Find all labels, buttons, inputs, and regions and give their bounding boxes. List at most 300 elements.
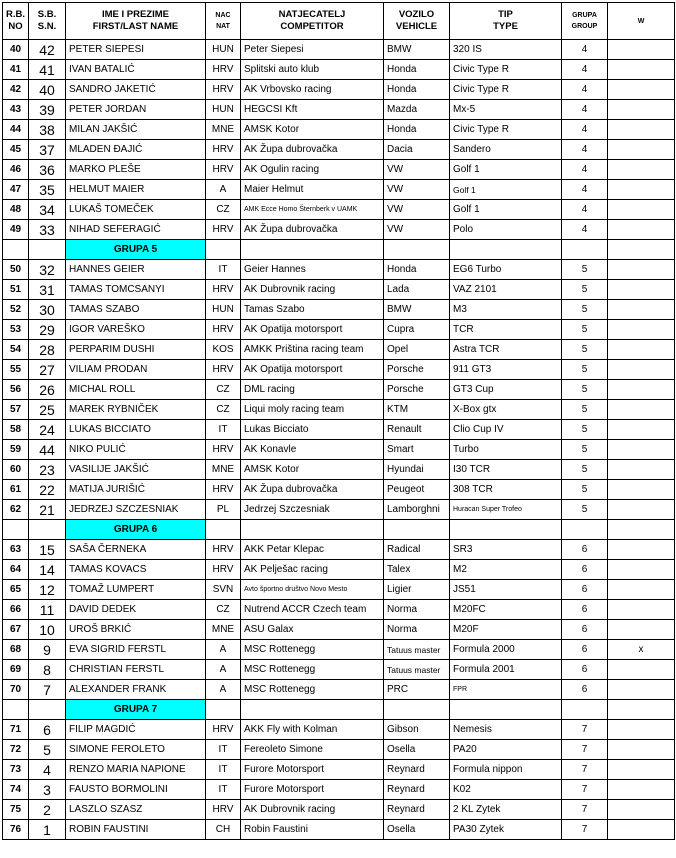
type-cell: Sandero [450,140,562,160]
w-cell: x [608,640,675,660]
competitor-cell: Maier Helmut [241,180,384,200]
type-cell: Civic Type R [450,80,562,100]
group-label: GRUPA 7 [66,700,206,720]
driver-name-cell: NIHAD SEFERAGIĆ [66,220,206,240]
group-cell: 4 [562,100,608,120]
competitor-cell: MSC Rottenegg [241,680,384,700]
start-order-cell: 60 [3,460,29,480]
start-order-cell: 44 [3,120,29,140]
nationality-cell: MNE [206,620,241,640]
header-row [3,3,675,40]
w-cell [608,420,675,440]
vehicle-cell: Honda [384,80,450,100]
driver-name-cell: LASZLO SZASZ [66,800,206,820]
start-order-cell: 57 [3,400,29,420]
competitor-cell: Splitski auto klub [241,60,384,80]
entry-list-table [2,2,675,840]
start-order-cell: 48 [3,200,29,220]
table-row [3,400,675,420]
start-number-cell: 26 [29,380,66,400]
type-cell: 2 KL Zytek [450,800,562,820]
nationality-cell: A [206,680,241,700]
table-row [3,780,675,800]
group-spacer [3,700,29,720]
driver-name-cell: TAMAS SZABO [66,300,206,320]
nationality-cell: HRV [206,60,241,80]
type-cell: Formula nippon [450,760,562,780]
type-cell: PA30 Zytek [450,820,562,840]
vehicle-cell: Norma [384,620,450,640]
start-order-cell: 62 [3,500,29,520]
competitor-cell: MSC Rottenegg [241,660,384,680]
driver-name-cell: VASILIJE JAKŠIĆ [66,460,206,480]
type-cell: X-Box gtx [450,400,562,420]
nationality-cell: HRV [206,140,241,160]
competitor-cell: AKK Fly with Kolman [241,720,384,740]
competitor-cell: ASU Galax [241,620,384,640]
start-order-cell: 56 [3,380,29,400]
nationality-cell: CZ [206,380,241,400]
table-row [3,140,675,160]
driver-name-cell: HELMUT MAIER [66,180,206,200]
vehicle-cell: Honda [384,60,450,80]
w-cell [608,340,675,360]
table-row [3,720,675,740]
type-cell: 308 TCR [450,480,562,500]
w-cell [608,160,675,180]
w-cell [608,60,675,80]
nationality-cell: MNE [206,120,241,140]
group-cell: 7 [562,780,608,800]
w-cell [608,540,675,560]
type-cell: Formula 2000 [450,640,562,660]
driver-name-cell: MARKO PLEŠE [66,160,206,180]
group-cell: 5 [562,400,608,420]
table-row [3,600,675,620]
start-order-cell: 49 [3,220,29,240]
type-cell: Huracan Super Trofeo [450,500,562,520]
start-number-cell: 38 [29,120,66,140]
start-order-cell: 61 [3,480,29,500]
group-spacer [608,240,675,260]
type-cell: K02 [450,780,562,800]
driver-name-cell: SIMONE FEROLETO [66,740,206,760]
group-spacer [384,240,450,260]
driver-name-cell: EVA SIGRID FERSTL [66,640,206,660]
start-number-cell: 30 [29,300,66,320]
header-competitor: NATJECATELJ COMPETITOR [241,3,384,40]
table-row [3,680,675,700]
type-cell: Civic Type R [450,60,562,80]
vehicle-cell: Norma [384,600,450,620]
start-number-cell: 40 [29,80,66,100]
w-cell [608,460,675,480]
driver-name-cell: IVAN BATALIĆ [66,60,206,80]
type-cell: VAZ 2101 [450,280,562,300]
nationality-cell: HRV [206,560,241,580]
competitor-cell: AK Opatija motorsport [241,360,384,380]
start-order-cell: 54 [3,340,29,360]
vehicle-cell: Reynard [384,760,450,780]
competitor-cell: AK Župa dubrovačka [241,220,384,240]
start-number-cell: 2 [29,800,66,820]
group-spacer [241,520,384,540]
start-number-cell: 21 [29,500,66,520]
vehicle-cell: Tatuus master [384,660,450,680]
start-number-cell: 24 [29,420,66,440]
vehicle-cell: Honda [384,120,450,140]
nationality-cell: MNE [206,460,241,480]
start-order-cell: 64 [3,560,29,580]
competitor-cell: AK Konavle [241,440,384,460]
start-order-cell: 51 [3,280,29,300]
group-cell: 5 [562,440,608,460]
nationality-cell: HUN [206,100,241,120]
start-number-cell: 5 [29,740,66,760]
table-row [3,40,675,60]
start-number-cell: 1 [29,820,66,840]
type-cell: M20FC [450,600,562,620]
vehicle-cell: Peugeot [384,480,450,500]
start-number-cell: 33 [29,220,66,240]
table-row [3,100,675,120]
type-cell: Mx-5 [450,100,562,120]
nationality-cell: HRV [206,80,241,100]
nationality-cell: HRV [206,480,241,500]
group-cell: 5 [562,480,608,500]
vehicle-cell: VW [384,160,450,180]
table-body [3,40,675,840]
group-cell: 4 [562,60,608,80]
start-order-cell: 45 [3,140,29,160]
table-row [3,460,675,480]
group-spacer [384,520,450,540]
table-row [3,340,675,360]
start-number-cell: 39 [29,100,66,120]
nationality-cell: CH [206,820,241,840]
table-row [3,580,675,600]
start-number-cell: 42 [29,40,66,60]
competitor-cell: Geier Hannes [241,260,384,280]
start-order-cell: 75 [3,800,29,820]
table-row [3,660,675,680]
driver-name-cell: NIKO PULIĆ [66,440,206,460]
start-number-cell: 28 [29,340,66,360]
start-number-cell: 23 [29,460,66,480]
table-row [3,280,675,300]
nationality-cell: HRV [206,440,241,460]
start-order-cell: 72 [3,740,29,760]
group-header-row [3,520,675,540]
table-row [3,640,675,660]
competitor-cell: AK Dubrovnik racing [241,800,384,820]
table-row [3,260,675,280]
w-cell [608,660,675,680]
driver-name-cell: JEDRZEJ SZCZESNIAK [66,500,206,520]
group-cell: 5 [562,320,608,340]
start-number-cell: 14 [29,560,66,580]
driver-name-cell: LUKAS BICCIATO [66,420,206,440]
competitor-cell: AK Vrbovsko racing [241,80,384,100]
type-cell: Nemesis [450,720,562,740]
vehicle-cell: Ligier [384,580,450,600]
type-cell: 911 GT3 [450,360,562,380]
header-w: W [608,3,675,40]
start-order-cell: 59 [3,440,29,460]
driver-name-cell: MILAN JAKŠIĆ [66,120,206,140]
w-cell [608,820,675,840]
start-order-cell: 74 [3,780,29,800]
table-row [3,560,675,580]
driver-name-cell: LUKAŠ TOMEČEK [66,200,206,220]
start-order-cell: 70 [3,680,29,700]
w-cell [608,360,675,380]
nationality-cell: HRV [206,540,241,560]
competitor-cell: Furore Motorsport [241,760,384,780]
competitor-cell: Tamas Szabo [241,300,384,320]
group-spacer [241,700,384,720]
group-cell: 6 [562,560,608,580]
start-number-cell: 15 [29,540,66,560]
start-number-cell: 8 [29,660,66,680]
nationality-cell: SVN [206,580,241,600]
type-cell: Civic Type R [450,120,562,140]
nationality-cell: HRV [206,160,241,180]
table-row [3,220,675,240]
table-row [3,760,675,780]
group-spacer [206,700,241,720]
group-spacer [450,520,562,540]
w-cell [608,220,675,240]
table-row [3,80,675,100]
vehicle-cell: Hyundai [384,460,450,480]
w-cell [608,680,675,700]
driver-name-cell: ALEXANDER FRANK [66,680,206,700]
w-cell [608,500,675,520]
type-cell: M20F [450,620,562,640]
table-row [3,180,675,200]
type-cell: Astra TCR [450,340,562,360]
competitor-cell: Robin Faustini [241,820,384,840]
type-cell: Golf 1 [450,180,562,200]
w-cell [608,400,675,420]
start-number-cell: 11 [29,600,66,620]
table-row [3,620,675,640]
start-order-cell: 43 [3,100,29,120]
nationality-cell: A [206,640,241,660]
group-cell: 6 [562,640,608,660]
vehicle-cell: Cupra [384,320,450,340]
group-cell: 4 [562,40,608,60]
vehicle-cell: Reynard [384,780,450,800]
w-cell [608,740,675,760]
group-spacer [29,240,66,260]
driver-name-cell: TAMAS KOVACS [66,560,206,580]
start-order-cell: 73 [3,760,29,780]
w-cell [608,720,675,740]
vehicle-cell: BMW [384,40,450,60]
competitor-cell: AK Župa dubrovačka [241,140,384,160]
type-cell: EG6 Turbo [450,260,562,280]
nationality-cell: CZ [206,200,241,220]
group-spacer [241,240,384,260]
start-number-cell: 7 [29,680,66,700]
type-cell: GT3 Cup [450,380,562,400]
table-row [3,320,675,340]
competitor-cell: AK Opatija motorsport [241,320,384,340]
start-order-cell: 46 [3,160,29,180]
nationality-cell: HRV [206,280,241,300]
group-cell: 7 [562,820,608,840]
w-cell [608,380,675,400]
driver-name-cell: SANDRO JAKETIĆ [66,80,206,100]
vehicle-cell: Radical [384,540,450,560]
start-order-cell: 58 [3,420,29,440]
competitor-cell: DML racing [241,380,384,400]
group-spacer [3,520,29,540]
type-cell: I30 TCR [450,460,562,480]
driver-name-cell: MLADEN ĐAJIĆ [66,140,206,160]
header-name: IME I PREZIME FIRST/LAST NAME [66,3,206,40]
driver-name-cell: PERPARIM DUSHI [66,340,206,360]
start-order-cell: 50 [3,260,29,280]
competitor-cell: Jedrzej Szczesniak [241,500,384,520]
start-order-cell: 69 [3,660,29,680]
group-cell: 7 [562,720,608,740]
w-cell [608,600,675,620]
group-spacer [562,700,608,720]
header-nat: NAC NAT [206,3,241,40]
nationality-cell: HRV [206,220,241,240]
competitor-cell: Lukas Bicciato [241,420,384,440]
group-spacer [3,240,29,260]
table-row [3,420,675,440]
start-number-cell: 4 [29,760,66,780]
group-spacer [450,240,562,260]
vehicle-cell: Honda [384,260,450,280]
type-cell: Turbo [450,440,562,460]
group-cell: 4 [562,180,608,200]
group-spacer [562,520,608,540]
table-row [3,500,675,520]
w-cell [608,760,675,780]
w-cell [608,800,675,820]
group-header-row [3,240,675,260]
type-cell: 320 IS [450,40,562,60]
table-row [3,380,675,400]
start-order-cell: 47 [3,180,29,200]
competitor-cell: AMK Ecce Homo Šternberk v UAMK [241,200,384,220]
w-cell [608,280,675,300]
driver-name-cell: TOMAŽ LUMPERT [66,580,206,600]
driver-name-cell: VILIAM PRODAN [66,360,206,380]
start-number-cell: 34 [29,200,66,220]
driver-name-cell: HANNES GEIER [66,260,206,280]
start-order-cell: 65 [3,580,29,600]
driver-name-cell: UROŠ BRKIĆ [66,620,206,640]
nationality-cell: HUN [206,300,241,320]
driver-name-cell: PETER JORDAN [66,100,206,120]
start-order-cell: 41 [3,60,29,80]
start-number-cell: 37 [29,140,66,160]
w-cell [608,80,675,100]
nationality-cell: HRV [206,320,241,340]
competitor-cell: Avto športno društvo Novo Mesto [241,580,384,600]
start-number-cell: 41 [29,60,66,80]
start-number-cell: 6 [29,720,66,740]
group-cell: 6 [562,680,608,700]
vehicle-cell: Smart [384,440,450,460]
type-cell: Clio Cup IV [450,420,562,440]
start-number-cell: 10 [29,620,66,640]
group-spacer [608,520,675,540]
vehicle-cell: Porsche [384,380,450,400]
w-cell [608,40,675,60]
start-order-cell: 55 [3,360,29,380]
group-cell: 4 [562,200,608,220]
start-number-cell: 44 [29,440,66,460]
start-number-cell: 25 [29,400,66,420]
table-row [3,800,675,820]
group-label: GRUPA 6 [66,520,206,540]
type-cell: Golf 1 [450,200,562,220]
start-order-cell: 53 [3,320,29,340]
group-cell: 7 [562,760,608,780]
w-cell [608,120,675,140]
group-header-row [3,700,675,720]
competitor-cell: Furore Motorsport [241,780,384,800]
w-cell [608,560,675,580]
type-cell: TCR [450,320,562,340]
vehicle-cell: Dacia [384,140,450,160]
start-order-cell: 76 [3,820,29,840]
w-cell [608,140,675,160]
start-order-cell: 66 [3,600,29,620]
table-row [3,480,675,500]
nationality-cell: HRV [206,800,241,820]
nationality-cell: IT [206,260,241,280]
vehicle-cell: Osella [384,740,450,760]
vehicle-cell: Talex [384,560,450,580]
start-order-cell: 67 [3,620,29,640]
table-row [3,440,675,460]
w-cell [608,480,675,500]
competitor-cell: Nutrend ACCR Czech team [241,600,384,620]
header-group: GRUPA GROUP [562,3,608,40]
nationality-cell: IT [206,740,241,760]
table-row [3,160,675,180]
group-spacer [206,240,241,260]
vehicle-cell: Renault [384,420,450,440]
driver-name-cell: CHRISTIAN FERSTL [66,660,206,680]
group-cell: 5 [562,280,608,300]
group-cell: 6 [562,660,608,680]
group-cell: 4 [562,80,608,100]
competitor-cell: AK Ogulin racing [241,160,384,180]
nationality-cell: A [206,180,241,200]
driver-name-cell: SAŠA ČERNEKA [66,540,206,560]
group-cell: 5 [562,380,608,400]
nationality-cell: CZ [206,400,241,420]
start-number-cell: 35 [29,180,66,200]
type-cell: Golf 1 [450,160,562,180]
competitor-cell: AMKK Priština racing team [241,340,384,360]
w-cell [608,100,675,120]
driver-name-cell: PETER SIEPESI [66,40,206,60]
group-label: GRUPA 5 [66,240,206,260]
type-cell: M2 [450,560,562,580]
nationality-cell: HUN [206,40,241,60]
